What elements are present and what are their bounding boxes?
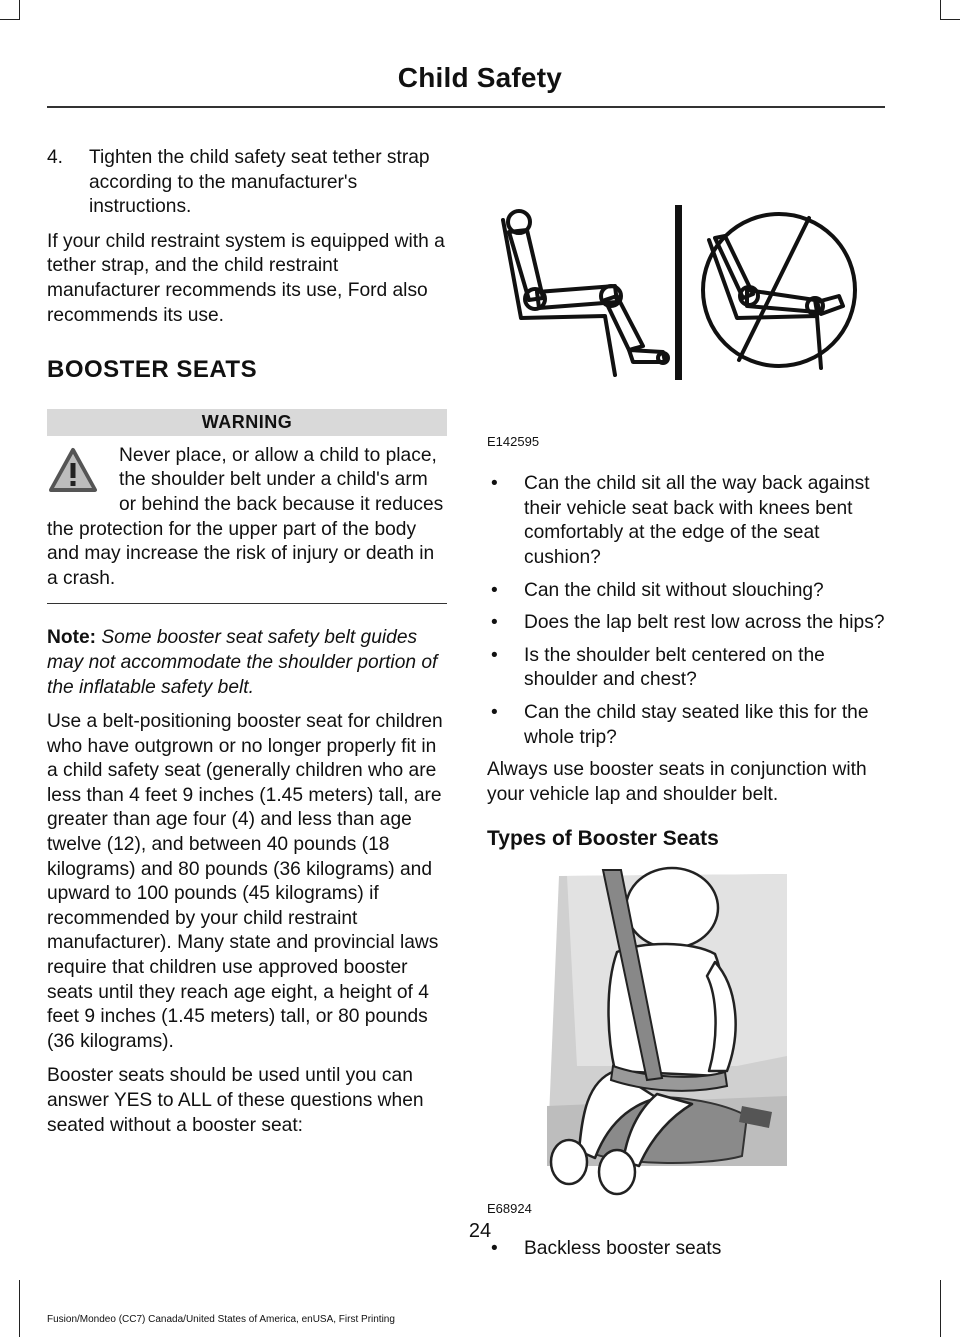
- warning-triangle-icon: [47, 444, 119, 510]
- seat-position-figure: [487, 180, 887, 420]
- section-heading: BOOSTER SEATS: [47, 356, 258, 384]
- list-item-text: Can the child sit without slouching?: [524, 579, 824, 601]
- list-item: [487, 701, 887, 750]
- crop-mark: [940, 0, 941, 20]
- list-item-text: Backless booster seats: [524, 1238, 722, 1260]
- printing-info: Fusion/Mondeo (CC7) Canada/United States of America, enUSA, First Printing: [47, 1314, 395, 1325]
- list-item: [487, 472, 887, 570]
- step-item: [47, 146, 447, 220]
- bullet-icon: •: [491, 644, 498, 666]
- warning-body: [47, 444, 447, 592]
- header-divider: [47, 106, 885, 108]
- backless-booster-figure: [487, 866, 887, 1211]
- list-item-text: Can the child sit all the way back against their vehicle seat back with knees bent comfortably at the edge of the seat cushion?: [524, 473, 870, 568]
- list-item: [487, 644, 887, 693]
- page-number: 24: [468, 1220, 492, 1242]
- bullet-icon: •: [491, 1238, 498, 1260]
- page-title: Child Safety: [397, 62, 562, 93]
- warning-box: [47, 409, 447, 605]
- warning-divider: [47, 603, 447, 604]
- figure-code: E142595: [487, 433, 540, 449]
- list-item: [487, 579, 887, 604]
- crop-mark: [940, 19, 960, 20]
- note-label: Note:: [47, 627, 97, 649]
- crop-mark: [19, 0, 20, 20]
- crop-mark: [0, 19, 20, 20]
- note-text: Some booster seat safety belt guides may not accommodate the shoulder portion of the inflatable safety belt.: [47, 627, 438, 698]
- step-text: Tighten the child safety seat tether strap according to the manufacturer's instructions.: [89, 147, 430, 218]
- bullet-icon: •: [491, 612, 498, 634]
- list-item-text: Does the lap belt rest low across the hips?: [524, 612, 885, 634]
- right-column: [487, 178, 887, 1270]
- step-number: 4.: [47, 147, 64, 168]
- booster-paragraph-1: Use a belt-positioning booster seat for children who have outgrown or no longer properly fit in a child safety seat (generally children who are less than 4 feet 9 inches (1.45 meters) tall, are greater than age four (4) and less than age twelve (12), and between 40 pounds (18 kilograms) and 80 pounds (36 kilograms) and upward to 100 pounds (45 kilograms) if recommended by your child restraint manufacturer). Many state and provincial laws require that children use approved booster seats until they reach age eight, a height of 4 feet 9 inches (1.45 meters) tall, or 80 pounds (36 kilograms).: [47, 711, 443, 1052]
- subsection-heading: Types of Booster Seats: [487, 827, 719, 851]
- crop-mark: [19, 1280, 20, 1337]
- bullet-icon: •: [491, 473, 498, 495]
- list-item-text: Can the child stay seated like this for the whole trip?: [524, 701, 869, 748]
- tether-paragraph: If your child restraint system is equipped with a tether strap, and the child restraint manufacturer recommends its use, Ford also recommends its use.: [47, 230, 445, 326]
- note-paragraph: [47, 626, 447, 700]
- bullet-icon: •: [491, 701, 498, 723]
- list-item-text: Is the shoulder belt centered on the shoulder and chest?: [524, 644, 825, 691]
- warning-text: Never place, or allow a child to place, the shoulder belt under a child's arm or behind the back because it reduces the protection for the upper part of the body and may increase the risk of injury or death in a crash.: [47, 444, 444, 589]
- bullet-icon: •: [491, 579, 498, 601]
- questions-list: [487, 472, 887, 750]
- figure-code: E68924: [487, 1200, 532, 1216]
- list-item: [487, 611, 887, 636]
- left-column: [47, 146, 447, 1148]
- always-paragraph: Always use booster seats in conjunction with your vehicle lap and shoulder belt.: [487, 759, 867, 805]
- crop-mark: [940, 1280, 941, 1337]
- warning-label: WARNING: [47, 409, 447, 436]
- booster-paragraph-2: Booster seats should be used until you can answer YES to ALL of these questions when seated without a booster seat:: [47, 1065, 424, 1136]
